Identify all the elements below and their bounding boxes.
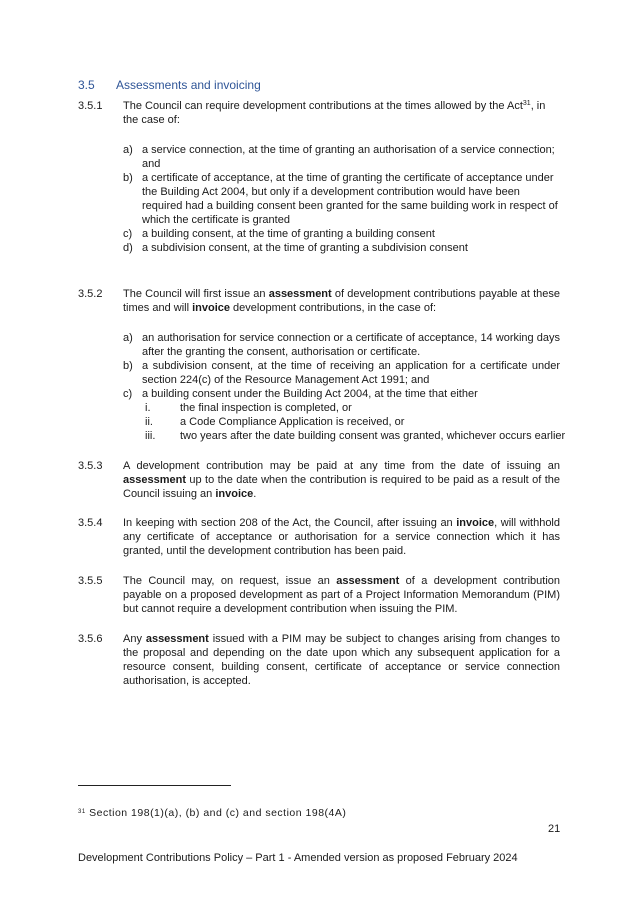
list-marker: b) — [123, 360, 133, 372]
paragraph-text: Any — [123, 633, 146, 645]
sublist — [142, 401, 566, 443]
paragraph-3-5-4 — [78, 516, 560, 558]
paragraph-text: The Council may, on request, issue an — [123, 575, 337, 587]
list-item — [123, 143, 560, 171]
paragraph-number: 3.5.6 — [78, 633, 103, 645]
bold-term: invoice — [192, 302, 230, 314]
bold-term: assessment — [123, 474, 186, 486]
section-heading — [78, 78, 261, 93]
list-item-text: a building consent under the Building Act 2004, at the time that either — [142, 388, 478, 400]
sublist-marker: iii. — [145, 430, 156, 442]
list-marker: b) — [123, 172, 133, 184]
list-marker: c) — [123, 228, 133, 240]
page-number: 21 — [548, 823, 561, 835]
paragraph-3-5-5 — [78, 574, 560, 616]
paragraph-number: 3.5.1 — [78, 100, 103, 112]
bold-term: invoice — [215, 488, 254, 500]
sublist-marker: i. — [145, 402, 151, 414]
paragraph-3-5-3 — [78, 459, 560, 501]
page-footer: Development Contributions Policy – Part 1 - Amended version as proposed February 2024 — [78, 852, 518, 864]
section-title: Assessments and invoicing — [116, 78, 261, 92]
section-number: 3.5 — [78, 78, 95, 92]
sublist-item — [142, 415, 560, 429]
paragraph-3-5-6 — [78, 632, 560, 688]
sublist-marker: ii. — [145, 416, 153, 428]
paragraph-number: 3.5.3 — [78, 460, 103, 472]
list-item — [123, 331, 560, 359]
paragraph-text: In keeping with section 208 of the Act, the Council, after issuing an — [123, 517, 457, 529]
list-item-text: a service connection, at the time of granting an authorisation of a service connection; and — [142, 144, 555, 170]
paragraph-3-5-2 — [78, 287, 560, 315]
list-marker: d) — [123, 242, 133, 254]
list-item-text: a certificate of acceptance, at the time of granting the certificate of acceptance under the Building Act 2004, but only if a development contribution would have been required had a building consent been granted for the same building work in respect of which the certificate is granted — [142, 172, 558, 226]
list-item — [123, 387, 566, 443]
footnote-reference[interactable]: 31 — [522, 100, 531, 107]
list-marker: a) — [123, 144, 133, 156]
list-item — [123, 241, 560, 255]
paragraph-text: of development contributions payable at these times and will — [123, 288, 560, 314]
list-marker: c) — [123, 388, 133, 400]
list-item-text: a subdivision consent, at the time of granting a subdivision consent — [142, 242, 468, 254]
footnote — [78, 806, 346, 820]
list-item-text: an authorisation for service connection or a certificate of acceptance, 14 working days after the granting the consent, authorisation or certificate. — [142, 332, 560, 358]
paragraph-text: The Council will first issue an — [123, 288, 269, 300]
list-item — [123, 359, 560, 387]
bold-term: assessment — [145, 633, 209, 645]
paragraph-text: issued with a PIM may be subject to changes arising from changes to the proposal and depending on the date upon which any subsequent application for a resource consent, building consent, certificate of acceptance or service connection authorisation, is accepted. — [123, 633, 560, 687]
footnote-separator — [78, 785, 231, 786]
paragraph-number: 3.5.2 — [78, 288, 103, 300]
sublist-item-text: two years after the date building consent was granted, whichever occurs earlier — [180, 430, 566, 442]
paragraph-text: The Council can require development contributions at the times allowed by the Act — [123, 100, 523, 112]
paragraph-3-5-1 — [78, 99, 560, 127]
sublist-item-text: the final inspection is completed, or — [180, 402, 352, 414]
sublist-item — [142, 401, 560, 415]
footnote-text: Section 198(1)(a), (b) and (c) and section 198(4A) — [85, 807, 347, 819]
list-3-5-2 — [123, 331, 566, 443]
bold-term: invoice — [456, 517, 495, 529]
list-3-5-1 — [123, 143, 560, 255]
footnote-number: 31 — [78, 809, 86, 815]
sublist-item-text: a Code Compliance Application is received, or — [180, 416, 405, 428]
paragraph-number: 3.5.4 — [78, 517, 103, 529]
list-marker: a) — [123, 332, 133, 344]
bold-term: assessment — [336, 575, 400, 587]
paragraph-text: up to the date when the contribution is required to be paid as a result of the Council issuing an — [123, 474, 560, 500]
paragraph-text: of a development contribution payable on a proposed development as part of a Project Information Memorandum (PIM) but cannot require a development contribution when issuing the PIM. — [123, 575, 561, 615]
bold-term: assessment — [268, 288, 332, 300]
paragraph-text: development contributions, in the case of: — [229, 302, 437, 314]
sublist-item — [142, 429, 566, 443]
paragraph-text: , in the case of: — [123, 100, 546, 126]
paragraph-text: A development contribution may be paid at any time from the date of issuing an — [123, 460, 560, 472]
paragraph-number: 3.5.5 — [78, 575, 103, 587]
paragraph-text: , will withhold any certificate of acceptance or authorisation for a service connection which it has granted, until the development contribution has been paid. — [123, 517, 560, 557]
list-item-text: a building consent, at the time of granting a building consent — [142, 228, 435, 240]
list-item-text: a subdivision consent, at the time of receiving an application for a certificate under section 224(c) of the Resource Management Act 1991; and — [142, 360, 560, 386]
paragraph-text: . — [253, 488, 257, 500]
list-item — [123, 171, 560, 227]
list-item — [123, 227, 560, 241]
